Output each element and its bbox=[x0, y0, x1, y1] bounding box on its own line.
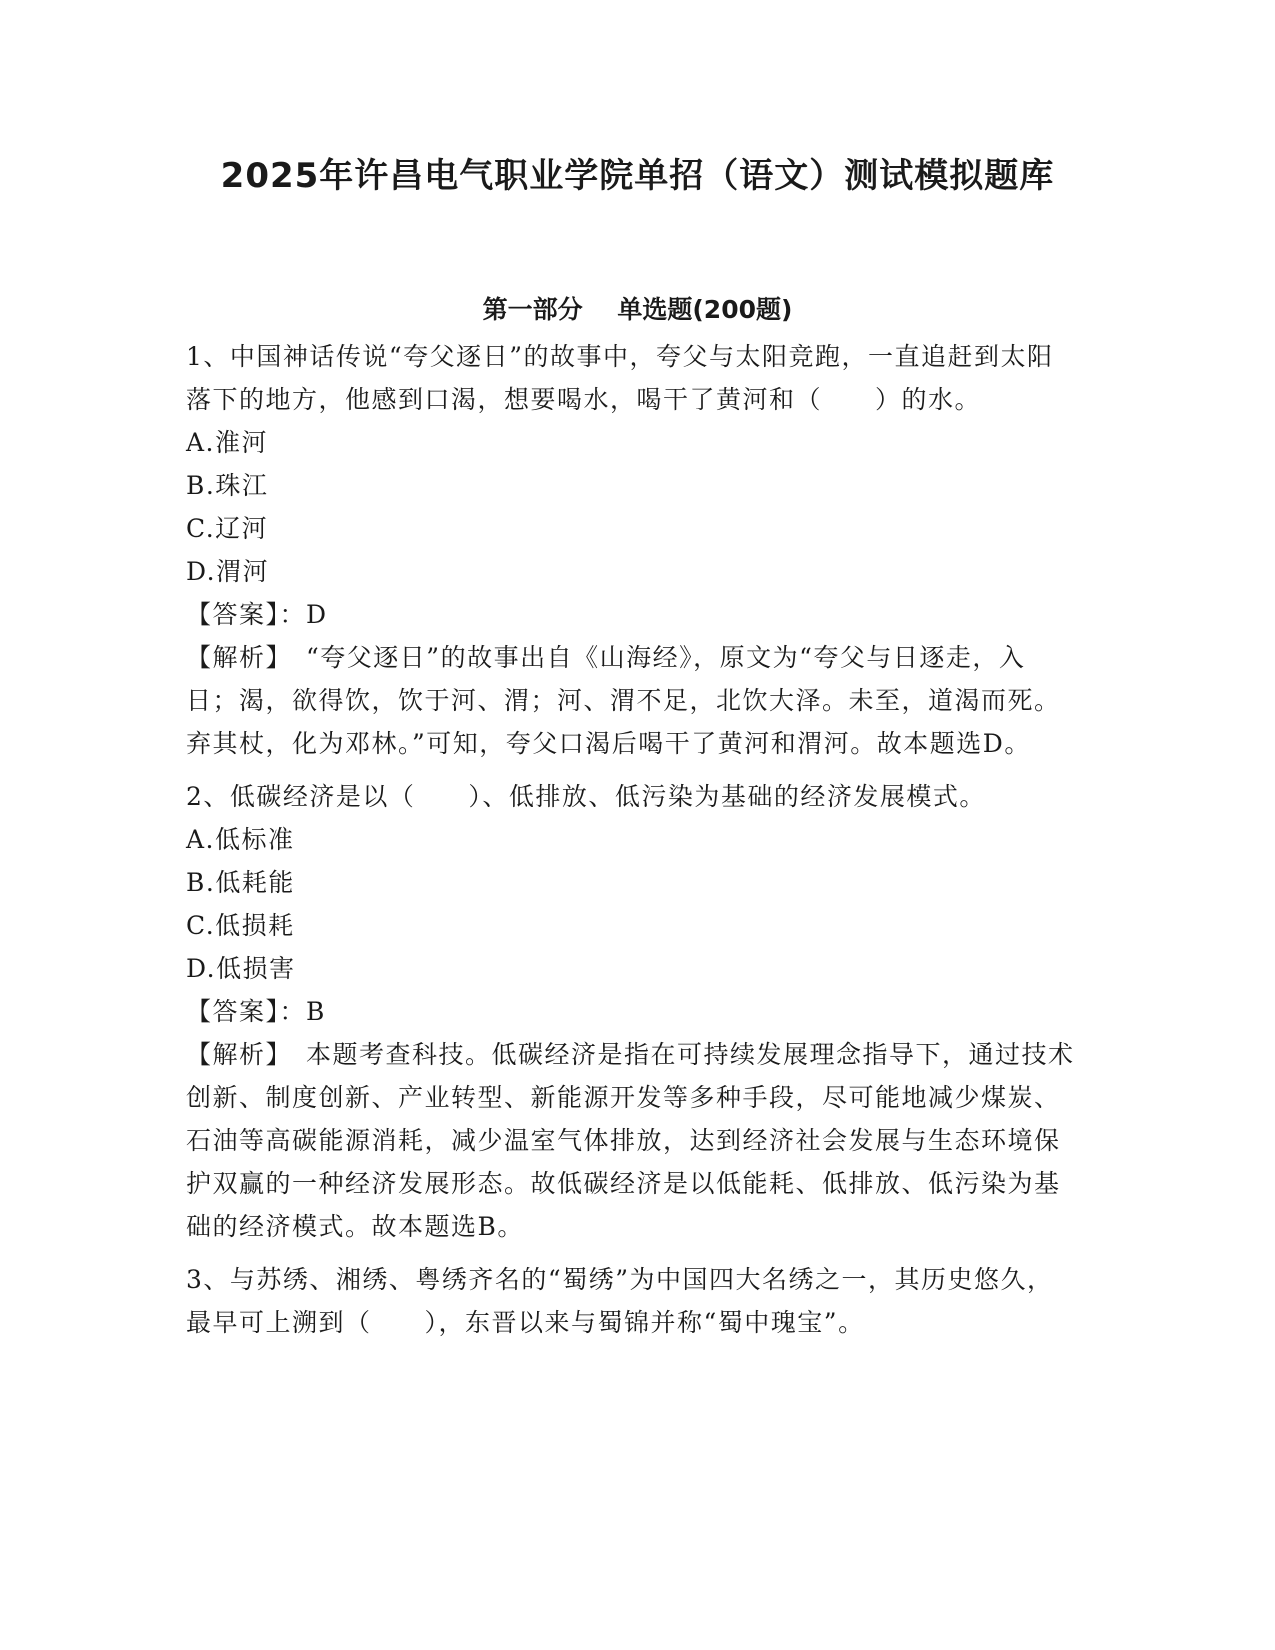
option-a: A.低标准 bbox=[186, 825, 295, 854]
option-d: D.低损害 bbox=[186, 954, 296, 983]
question-stem: 2、低碳经济是以（ ）、低排放、低污染为基础的经济发展模式。 bbox=[186, 782, 986, 811]
answer-line bbox=[186, 593, 1076, 636]
question-list bbox=[186, 335, 1076, 1354]
answer-value: B bbox=[306, 997, 326, 1026]
explanation bbox=[186, 636, 1076, 765]
section-heading: 第一部分 单选题(200题) bbox=[482, 295, 793, 324]
question-2 bbox=[186, 775, 1076, 1248]
option-b: B.低耗能 bbox=[186, 868, 295, 897]
document-title: 2025年许昌电气职业学院单招（语文）测试模拟题库 bbox=[220, 156, 1055, 196]
question-3 bbox=[186, 1258, 1076, 1344]
answer-label: 【答案】： bbox=[186, 600, 307, 629]
option-a: A.淮河 bbox=[186, 428, 269, 457]
answer-label: 【答案】： bbox=[186, 997, 307, 1026]
option-d: D.渭河 bbox=[186, 557, 270, 586]
option-c: C.辽河 bbox=[186, 514, 269, 543]
option-b: B.珠江 bbox=[186, 471, 269, 500]
answer-value: D bbox=[306, 600, 328, 629]
explanation-label: 【解析】 bbox=[186, 643, 280, 672]
question-stem: 1、中国神话传说“夸父逐日”的故事中，夸父与太阳竞跑，一直追赶到太阳落下的地方，他感到口渴，想要喝水，喝干了黄河和（ ）的水。 bbox=[186, 342, 1054, 414]
explanation-text: “夸父逐日”的故事出自《山海经》，原文为“夸父与日逐走，入日；渴，欲得饮，饮于河、渭；河、渭不足，北饮大泽。未至，道渴而死。弃其杖，化为邓林。”可知，夸父口渴后喝干了黄河和渭河。故本题选D。 bbox=[186, 643, 1061, 758]
option-c: C.低损耗 bbox=[186, 911, 295, 940]
question-1 bbox=[186, 335, 1076, 765]
explanation bbox=[186, 1033, 1076, 1248]
explanation-label: 【解析】 bbox=[186, 1040, 280, 1069]
answer-line bbox=[186, 990, 1076, 1033]
explanation-text: 本题考查科技。低碳经济是指在可持续发展理念指导下，通过技术创新、制度创新、产业转型、新能源开发等多种手段，尽可能地减少煤炭、石油等高碳能源消耗，减少温室气体排放，达到经济社会发展与生态环境保护双赢的一种经济发展形态。故低碳经济是以低能耗、低排放、低污染为基础的经济模式。故本题选B。 bbox=[186, 1040, 1075, 1241]
question-stem: 3、与苏绣、湘绣、粤绣齐名的“蜀绣”为中国四大名绣之一，其历史悠久，最早可上溯到（ ），东晋以来与蜀锦并称“蜀中瑰宝”。 bbox=[186, 1265, 1054, 1337]
